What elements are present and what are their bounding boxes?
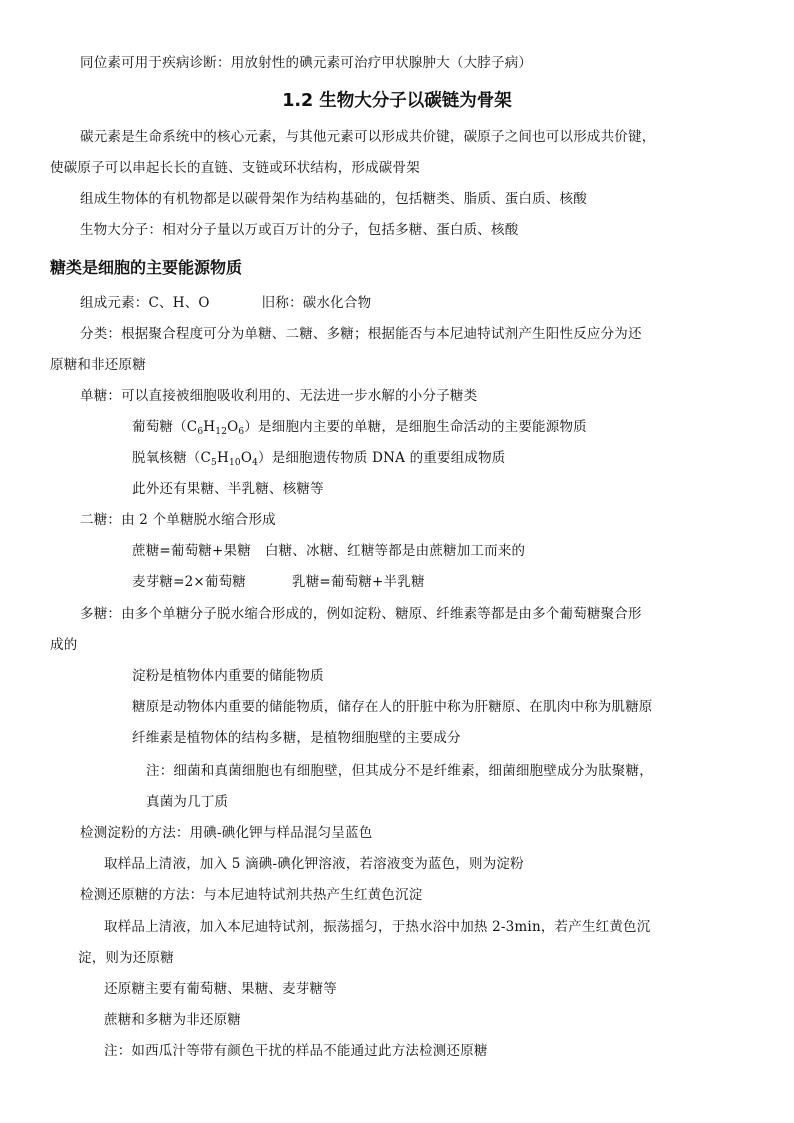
paragraph-carbon-core: 碳元素是生命系统中的核心元素，与其他元素可以形成共价键，碳原子之间也可以形成共价键，: [80, 129, 656, 145]
composition-elements: 组成元素：C、H、O: [80, 295, 210, 311]
reducing-sugars-list: 还原糖主要有葡萄糖、果糖、麦芽糖等: [104, 981, 337, 997]
glycogen-line: 糖原是动物体内重要的储能物质，储存在人的肝脏中称为肝糖原、在肌肉中称为肌糖原: [132, 699, 653, 715]
cell-wall-note-cont: 真菌为几丁质: [146, 794, 229, 810]
sucrose-products: 白糖、冰糖、红糖等都是由蔗糖加工而来的: [264, 543, 526, 559]
sucrose-formula: 蔗糖=葡萄糖+果糖: [132, 543, 251, 559]
composition-old-name: 旧称：碳水化合物: [261, 295, 372, 311]
starch-test-procedure: 取样品上清液，加入 5 滴碘-碘化钾溶液，若溶液变为蓝色，则为淀粉: [104, 856, 524, 872]
composition-line: [80, 294, 371, 312]
deoxyribose-text-start: 脱氧核糖（C: [132, 450, 212, 466]
reducing-sugar-test-procedure: 取样品上清液，加入本尼迪特试剂，振荡摇匀，于热水浴中加热 2-3min，若产生红黄色沉: [104, 919, 651, 935]
section-title: 1.2 生物大分子以碳链为骨架: [282, 91, 512, 111]
cell-wall-note: 注：细菌和真菌细胞也有细胞壁，但其成分不是纤维素，细菌细胞壁成分为肽聚糖，: [146, 763, 653, 779]
lactose-formula: 乳糖=葡萄糖+半乳糖: [292, 574, 425, 590]
glucose-text-end: ）是细胞内主要的单糖，是细胞生命活动的主要能源物质: [244, 419, 587, 435]
deoxyribose-text-end: ）是细胞遗传物质 DNA 的重要组成物质: [258, 450, 506, 466]
glucose-line: [132, 418, 587, 436]
glucose-text-start: 葡萄糖（C: [132, 419, 198, 435]
maltose-lactose-line: [132, 573, 425, 591]
deoxyribose-sub-h: 10: [228, 458, 241, 468]
sucrose-line: [132, 542, 525, 560]
deoxyribose-sub-o: 4: [252, 458, 259, 468]
deoxyribose-o: O: [240, 450, 253, 466]
glucose-sub-h: 12: [215, 427, 228, 437]
subsection-heading: 糖类是细胞的主要能源物质: [50, 258, 243, 277]
disaccharide-definition: 二糖：由 2 个单糖脱水缩合形成: [80, 512, 276, 528]
starch-line: 淀粉是植物体内重要的储能物质: [132, 668, 324, 684]
reducing-sugar-test-method: 检测还原糖的方法：与本尼迪特试剂共热产生红黄色沉淀: [80, 887, 423, 903]
other-monosaccharides: 此外还有果糖、半乳糖、核糖等: [132, 481, 324, 497]
glucose-h: H: [203, 419, 216, 435]
isotope-note: 同位素可用于疾病诊断：用放射性的碘元素可治疗甲状腺肿大（大脖子病）: [80, 55, 533, 71]
color-interference-note: 注：如西瓜汁等带有颜色干扰的样品不能通过此方法检测还原糖: [104, 1043, 488, 1059]
paragraph-macromolecule: 生物大分子：相对分子量以万或百万计的分子，包括多糖、蛋白质、核酸: [80, 222, 519, 238]
paragraph-carbon-core-cont: 使碳原子可以串起长长的直链、支链或环状结构，形成碳骨架: [50, 160, 420, 176]
polysaccharide-definition: 多糖：由多个单糖分子脱水缩合形成的，例如淀粉、糖原、纤维素等都是由多个葡萄糖聚合形: [80, 606, 642, 622]
deoxyribose-line: [132, 449, 506, 467]
starch-test-method: 检测淀粉的方法：用碘-碘化钾与样品混匀呈蓝色: [80, 825, 373, 841]
deoxyribose-sub-c: 5: [211, 458, 217, 468]
deoxyribose-h: H: [216, 450, 229, 466]
paragraph-organic-basis: 组成生物体的有机物都是以碳骨架作为结构基础的，包括糖类、脂质、蛋白质、核酸: [80, 191, 587, 207]
glucose-o: O: [227, 419, 239, 435]
polysaccharide-definition-cont: 成的: [50, 637, 78, 653]
glucose-sub-c: 6: [197, 427, 204, 437]
reducing-sugar-test-procedure-cont: 淀，则为还原糖: [78, 950, 174, 966]
glucose-sub-o: 6: [238, 427, 245, 437]
classification-line: 分类：根据聚合程度可分为单糖、二糖、多糖；根据能否与本尼迪特试剂产生阳性反应分为还: [80, 326, 642, 342]
monosaccharide-definition: 单糖：可以直接被细胞吸收利用的、无法进一步水解的小分子糖类: [80, 388, 478, 404]
maltose-formula: 麦芽糖=2×葡萄糖: [132, 574, 247, 590]
classification-line-cont: 原糖和非还原糖: [50, 357, 146, 373]
non-reducing-sugars: 蔗糖和多糖为非还原糖: [104, 1012, 241, 1028]
cellulose-line: 纤维素是植物体的结构多糖，是植物细胞壁的主要成分: [132, 730, 461, 746]
